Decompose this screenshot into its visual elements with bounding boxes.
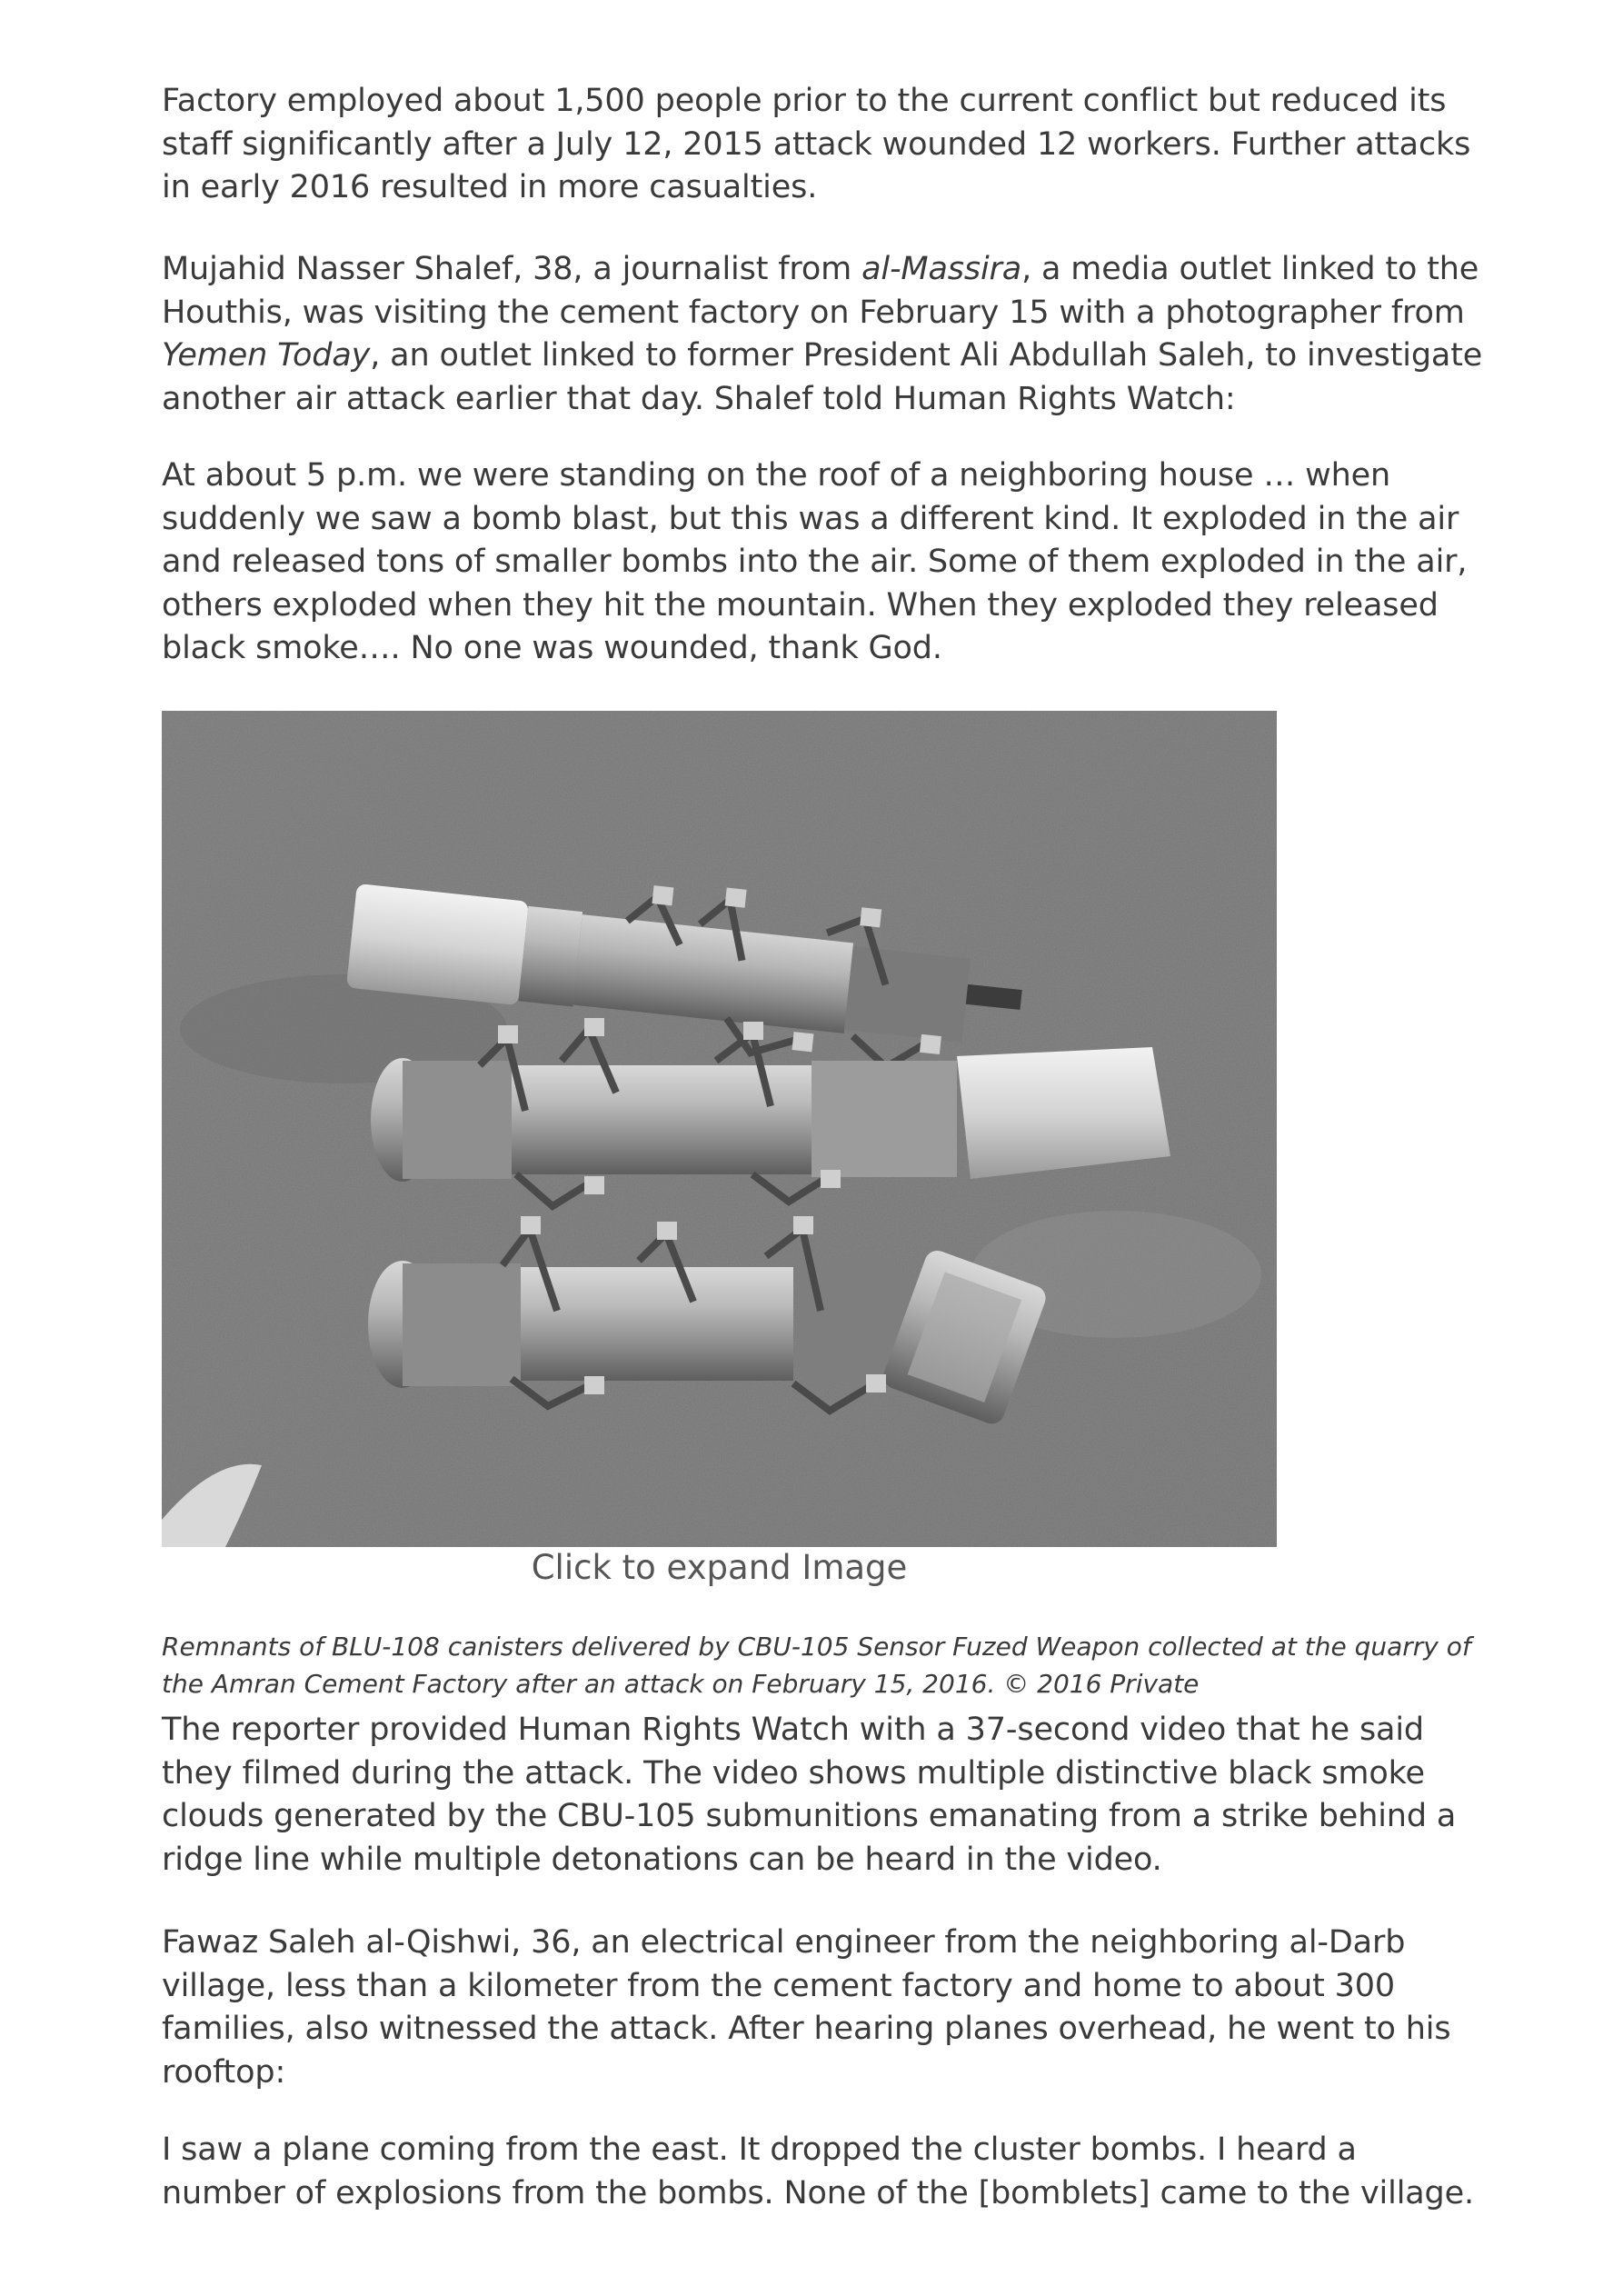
paragraph-journalist-shalef [162,248,1489,421]
paragraph-text: , an outlet linked to former President Ali Abdullah Saleh, to investigate another air attack earlier that day. Shalef told Human Rights Watch: [162,337,1483,417]
photo-illustration [162,711,1277,1547]
paragraph-video: The reporter provided Human Rights Watch with a 37-second video that he said they filmed during the attack. The video shows multiple distinctive black smoke clouds generated by the CBU-105 submunitions emanating from a strike behind a ridge line while multiple detonations can be heard in the video. [162,1712,1457,1878]
paragraph-text: Mujahid Nasser Shalef, 38, a journalist from [162,251,862,287]
outlet-name-al-massira: al-Massira [861,251,1022,287]
expand-image-link[interactable]: Click to expand Image [531,1548,908,1587]
paragraph-text: , a media outlet linked to the Houthis, was visiting the cement factory on February 15 with a photographer from [162,251,1479,331]
canister-remnants-photo[interactable] [162,711,1277,1547]
outlet-name-yemen-today: Yemen Today [162,337,371,374]
photo-caption: Remnants of BLU-108 canisters delivered by CBU-105 Sensor Fuzed Weapon collected at the quarry of the Amran Cement Factory after an attack on February 15, 2016. © 2016 Private [162,1632,1471,1699]
paragraph-witness-al-qishwi: Fawaz Saleh al-Qishwi, 36, an electrical engineer from the neighboring al-Darb village, less than a kilometer from the cement factory and home to about 300 families, also witnessed the attack. After hearing planes overhead, he went to his rooftop: [162,1924,1451,2091]
quote-shalef: At about 5 p.m. we were standing on the roof of a neighboring house … when suddenly we saw a bomb blast, but this was a different kind. It exploded in the air and released tons of smaller bombs into the air. Some of them exploded in the air, others exploded when they hit the mountain. When they exploded they released black smoke…. No one was wounded, thank God. [162,457,1468,666]
paragraph-factory-staff: Factory employed about 1,500 people prior to the current conflict but reduced its staff significantly after a July 12, 2015 attack wounded 12 workers. Further attacks in early 2016 resulted in more casualties. [162,83,1471,205]
quote-al-qishwi: I saw a plane coming from the east. It dropped the cluster bombs. I heard a number of explosions from the bombs. None of the [bomblets] came to the village. [162,2131,1474,2211]
